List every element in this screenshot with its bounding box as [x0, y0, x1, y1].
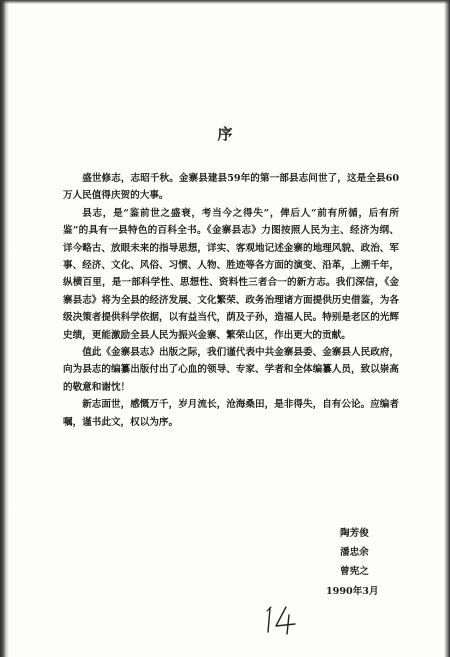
- scan-edge-left: [0, 0, 9, 657]
- preface-date: 1990年3月: [326, 586, 379, 597]
- paragraph-4: 新志面世，感慨万千，岁月流长，沧海桑田，是非得失，自有公论。应编者嘱，谨书此文，权以为序。: [63, 399, 399, 428]
- signatory-name: 曾宪之: [340, 566, 369, 577]
- scan-edge-right: [444, 0, 450, 657]
- page-title: 序: [217, 125, 233, 143]
- paragraph-1: 盛世修志，志昭千秋。金寨县建县59年的第一部县志问世了，这是全县60万人民值得庆贺的大事。: [63, 173, 399, 202]
- handwritten-page-number: [262, 604, 302, 636]
- preface-body: [63, 170, 399, 431]
- signatory-name: 陶芳俊: [340, 528, 369, 539]
- paragraph-2: 县志，是“鉴前世之盛衰，考当今之得失”，俾后人“前有所循，后有所鉴”的具有一县特色的百科全书。《金寨县志》力图按照人民为主、经济为纲、详今略古、放眼未来的指导思想，详实、客观地记述金寨的地理风貌、政治、军事、经济、文化、风俗、习惯、人物、胜迹等各方面的演变、沿革，上溯千年，纵横百里，是一部科学性、思想性、资料性三者合一的新方志。我们深信，《金寨县志》将为全县的经济发展、文化繁荣、政务治理诸方面提供历史借鉴，为各级决策者提供科学依据，以有益当代，荫及子孙，造福人民。特别是老区的光辉史绩，更能激励全县人民为振兴金寨、繁荣山区，作出更大的贡献。: [63, 207, 399, 341]
- signatory-name: 潘忠余: [340, 547, 369, 558]
- scan-edge-top: [0, 0, 450, 4]
- paragraph-3: 值此《金寨县志》出版之际，我们谨代表中共金寨县委、金寨县人民政府，向为县志的编纂出版付出了心血的领导、专家、学者和全体编纂人员，致以崇高的敬意和谢忱！: [63, 347, 399, 393]
- signature-block: [326, 524, 379, 601]
